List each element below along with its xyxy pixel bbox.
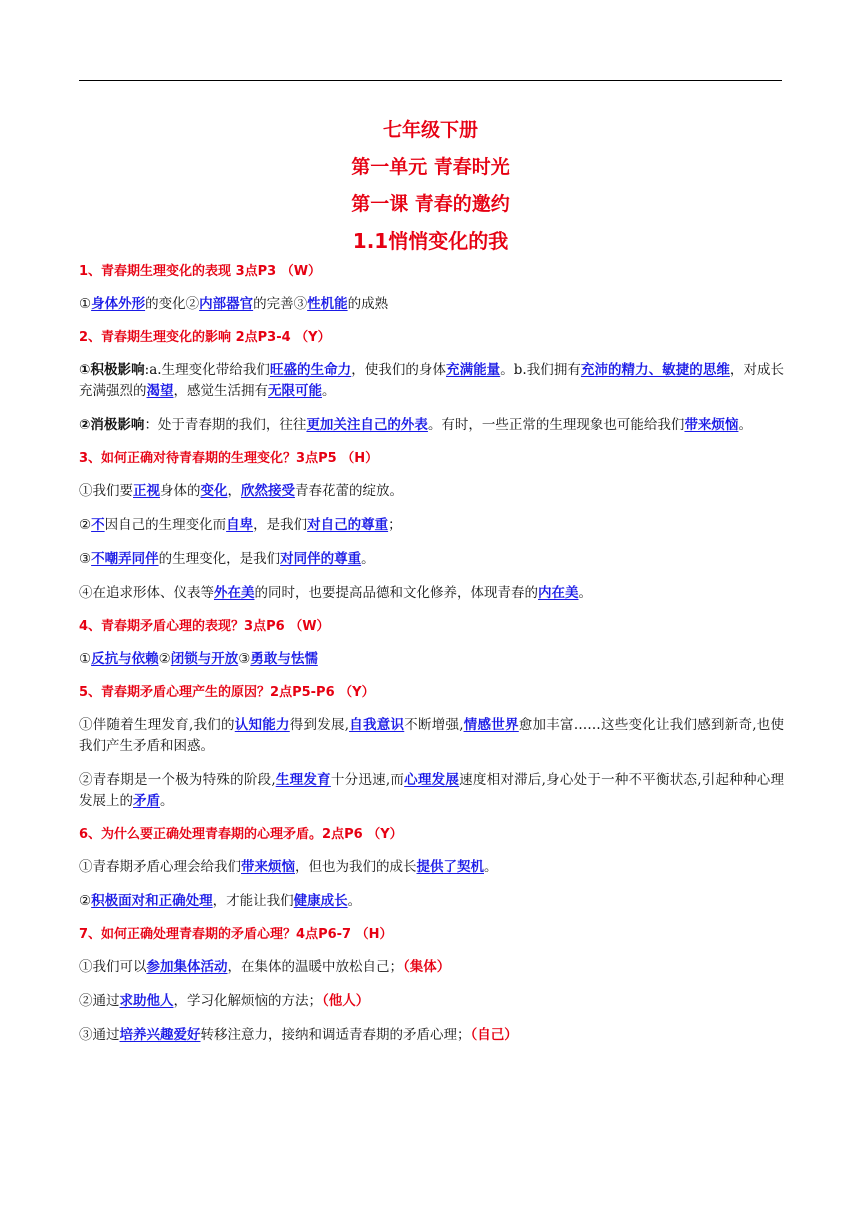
answer-text: ，使我们的身体: [351, 362, 447, 378]
answer-text: 的成熟: [347, 296, 389, 312]
answer-paragraph: [79, 957, 784, 978]
answer-paragraph: [79, 891, 784, 912]
answer-paragraph: [79, 515, 784, 536]
keyword-highlight: 健康成长: [293, 893, 348, 909]
answer-text: ②青春期是一个极为特殊的阶段,: [79, 772, 276, 788]
title-block: [79, 112, 782, 260]
answer-paragraph: [79, 1025, 784, 1046]
keyword-highlight: 矛盾: [133, 793, 160, 809]
keyword-highlight: 性机能: [307, 296, 348, 312]
answer-text: ④在追求形体、仪表等: [79, 585, 214, 601]
answer-text: ，是我们: [253, 517, 308, 533]
answer-text: 。b.我们拥有: [500, 362, 581, 378]
answer-text: 的生理变化，是我们: [158, 551, 281, 567]
keyword-highlight: 勇敢与怯懦: [250, 651, 318, 667]
keyword-highlight: 旺盛的生命力: [269, 362, 352, 378]
answer-text: 。: [738, 417, 752, 433]
answer-text: ②: [158, 651, 171, 667]
answer-text: :a.生理变化带给我们: [144, 362, 270, 378]
answer-text: 的完善③: [253, 296, 308, 312]
keyword-highlight: 积极面对和正确处理: [91, 893, 213, 909]
keyword-highlight: 生理发育: [275, 772, 331, 788]
answer-paragraph: [79, 583, 784, 604]
keyword-highlight: 对同伴的尊重: [280, 551, 362, 567]
answer-text: 转移注意力，接纳和调适青春期的矛盾心理；: [200, 1027, 471, 1043]
answer-text: ，才能让我们: [212, 893, 294, 909]
answer-text: 。: [322, 383, 336, 399]
answer-text: ②通过: [79, 993, 120, 1009]
answer-text: 。: [578, 585, 592, 601]
answer-paragraph: [79, 549, 784, 570]
answer-text: ③通过: [79, 1027, 120, 1043]
keyword-highlight: 带来烦恼: [241, 859, 295, 875]
keyword-highlight: 内部器官: [199, 296, 254, 312]
answer-text: 不断增强,: [404, 717, 464, 733]
notes-body: [79, 262, 784, 1059]
answer-text: 。有时，一些正常的生理现象也可能给我们: [427, 417, 685, 433]
keyword-highlight: 变化: [200, 483, 228, 499]
keyword-highlight: 参加集体活动: [146, 959, 228, 975]
answer-text: ，在集体的温暖中放松自己；: [227, 959, 403, 975]
point-lead: ②消极影响: [79, 417, 145, 433]
section-title: 1.1悄悄变化的我: [352, 229, 509, 253]
answer-text: 。: [484, 859, 498, 875]
unit-title: 第一单元 青春时光: [351, 156, 510, 178]
answer-paragraph: [79, 770, 784, 812]
answer-paragraph: [79, 857, 784, 878]
book-title: 七年级下册: [382, 119, 478, 141]
category-tag: （自己）: [470, 1027, 518, 1043]
answer-text: ①青春期矛盾心理会给我们: [79, 859, 241, 875]
keyword-highlight: 不: [91, 517, 105, 533]
question-heading: 4、青春期矛盾心理的表现？3点P6 （W）: [79, 619, 330, 634]
keyword-highlight: 欣然接受: [241, 483, 295, 499]
answer-text: 愈加丰富……这些变化让我们感到新奇,也使我们产生矛盾和困惑。: [79, 717, 785, 754]
answer-text: 身体的: [160, 483, 201, 499]
answer-text: ：处于青春期的我们，往往: [144, 417, 307, 433]
question-heading: 2、青春期生理变化的影响 2点P3-4 （Y）: [79, 330, 331, 345]
answer-text: 青春花蕾的绽放。: [295, 483, 403, 499]
answer-text: ①: [79, 296, 92, 312]
question-heading: 3、如何正确对待青春期的生理变化？3点P5 （H）: [79, 451, 379, 466]
answer-text: ，但也为我们的成长: [295, 859, 417, 875]
answer-text: 因自己的生理变化而: [104, 517, 227, 533]
answer-text: ③: [79, 551, 92, 567]
category-tag: （他人）: [322, 993, 370, 1009]
keyword-highlight: 提供了契机: [416, 859, 484, 875]
question-heading: 1、青春期生理变化的表现 3点P3 （W）: [79, 264, 322, 279]
answer-text: 的变化②: [145, 296, 200, 312]
answer-text: 的同时，也要提高品德和文化修养，体现青春的: [254, 585, 538, 601]
answer-text: ，: [227, 483, 241, 499]
keyword-highlight: 自卑: [226, 517, 254, 533]
answer-paragraph: [79, 415, 784, 436]
keyword-highlight: 求助他人: [119, 993, 174, 1009]
answer-text: 。: [347, 893, 362, 909]
answer-text: ；: [388, 517, 402, 533]
question-heading: 5、青春期矛盾心理产生的原因？2点P5-P6 （Y）: [79, 685, 375, 700]
category-tag: （集体）: [403, 959, 451, 975]
keyword-highlight: 对自己的尊重: [307, 517, 389, 533]
keyword-highlight: 自我意识: [349, 717, 405, 733]
keyword-highlight: 身体外形: [91, 296, 146, 312]
keyword-highlight: 正视: [133, 483, 160, 499]
answer-paragraph: [79, 991, 784, 1012]
keyword-highlight: 闭锁与开放: [170, 651, 239, 667]
keyword-highlight: 外在美: [214, 585, 255, 601]
keyword-highlight: 内在美: [538, 585, 579, 601]
point-lead: ①积极影响: [79, 362, 145, 378]
answer-paragraph: [79, 294, 784, 315]
answer-text: 十分迅速,而: [330, 772, 405, 788]
lesson-title: 第一课 青春的邀约: [351, 193, 510, 215]
keyword-highlight: 渴望: [146, 383, 174, 399]
keyword-highlight: 更加关注自己的外表: [306, 417, 428, 433]
answer-text: ①: [79, 651, 92, 667]
answer-text: ，学习化解烦恼的方法；: [173, 993, 322, 1009]
keyword-highlight: 培养兴趣爱好: [119, 1027, 201, 1043]
keyword-highlight: 带来烦恼: [684, 417, 739, 433]
answer-text: ，感觉生活拥有: [173, 383, 268, 399]
answer-text: ①我们要: [79, 483, 133, 499]
answer-text: 得到发展,: [289, 717, 350, 733]
answer-paragraph: [79, 360, 784, 402]
keyword-highlight: 情感世界: [463, 717, 519, 733]
answer-text: 速度相对滞后,身心处于一种不平衡状态,引起种种心理发展上的: [79, 772, 785, 809]
answer-paragraph: [79, 715, 784, 757]
answer-text: ①我们可以: [79, 959, 147, 975]
keyword-highlight: 不嘲弄同伴: [91, 551, 159, 567]
answer-text: ①伴随着生理发育,我们的: [79, 717, 235, 733]
answer-text: ②: [79, 517, 92, 533]
question-heading: 6、为什么要正确处理青春期的心理矛盾。2点P6 （Y）: [79, 827, 403, 842]
answer-text: ③: [238, 651, 251, 667]
answer-text: 。: [361, 551, 375, 567]
answer-paragraph: [79, 649, 784, 670]
question-heading: 7、如何正确处理青春期的矛盾心理？4点P6-7 （H）: [79, 927, 393, 942]
answer-paragraph: [79, 481, 784, 502]
keyword-highlight: 无限可能: [268, 383, 322, 399]
keyword-highlight: 心理发展: [404, 772, 460, 788]
answer-text: 。: [160, 793, 174, 809]
keyword-highlight: 反抗与依赖: [91, 651, 159, 667]
top-rule: [79, 80, 782, 81]
keyword-highlight: 充满能量: [446, 362, 501, 378]
answer-text: ②: [79, 893, 92, 909]
answer-text: ，对成长充满强烈的: [79, 362, 785, 399]
keyword-highlight: 充沛的精力、敏捷的思维: [580, 362, 730, 378]
keyword-highlight: 认知能力: [234, 717, 290, 733]
